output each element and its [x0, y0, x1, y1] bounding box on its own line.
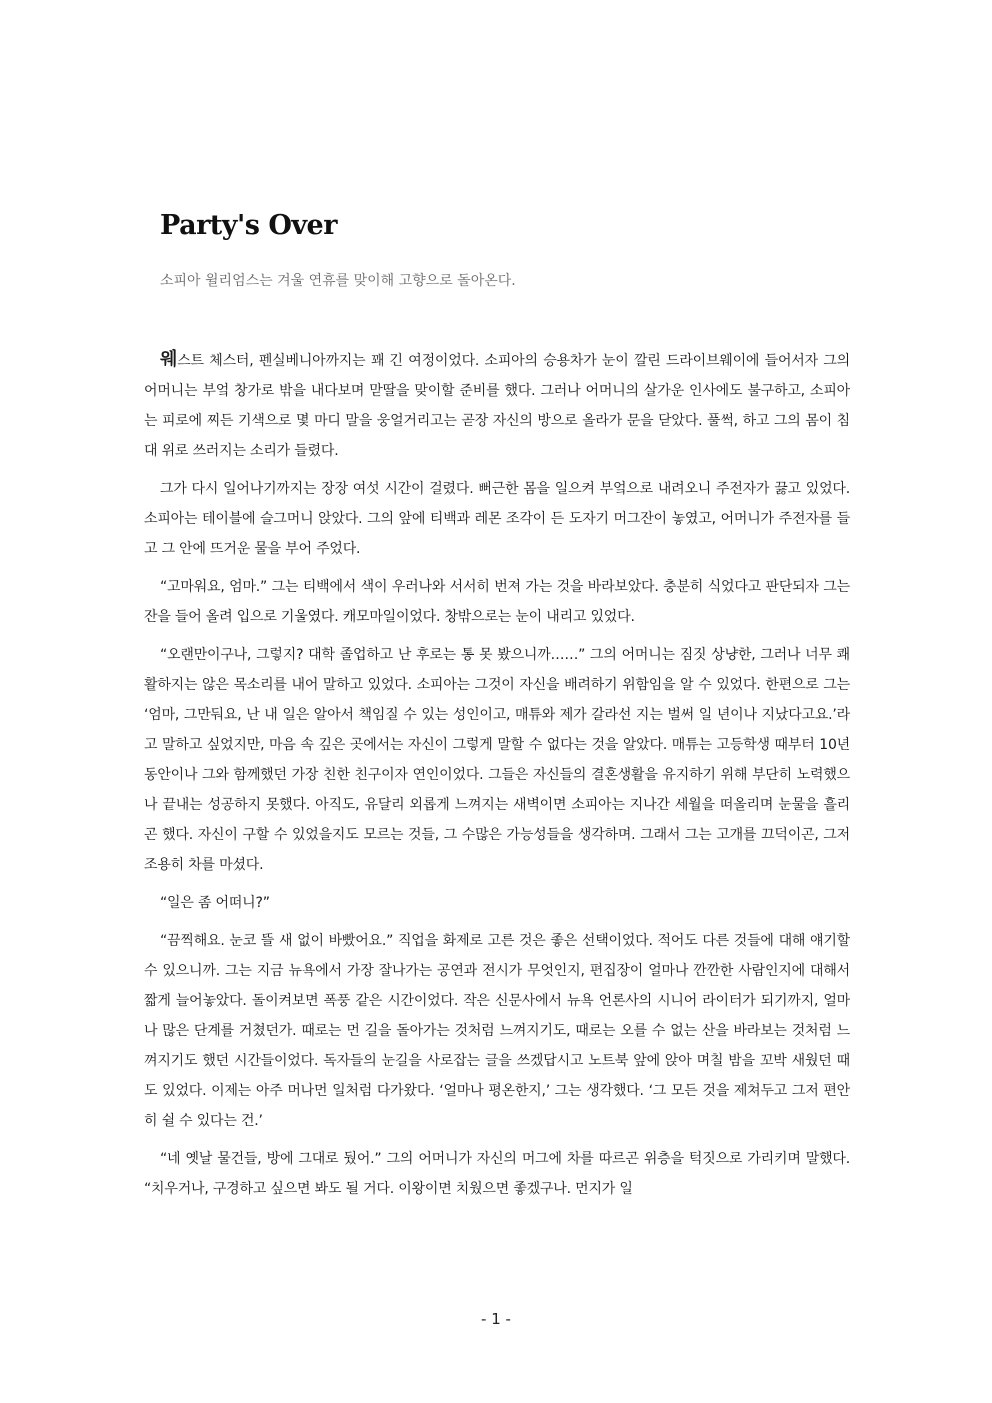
paragraph-5: “일은 좀 어떠니?” [160, 895, 270, 911]
paragraph-1 [144, 345, 850, 466]
body-text [144, 345, 850, 1212]
paragraph-2: 그가 다시 일어나기까지는 장장 여섯 시간이 걸렸다. 뻐근한 몸을 일으켜 부엌으로 내려오니 주전자가 끓고 있었다. 소피아는 테이블에 슬그머니 앉았다. 그의 앞에 티백과 레몬 조각이 든 도자기 머그잔이 놓였고, 어머니가 주전자를 들고 그 안에 뜨거운 물을 부어 주었다. [144, 481, 850, 557]
paragraph-3: “고마워요, 엄마.” 그는 티백에서 색이 우러나와 서서히 번져 가는 것을 바라보았다. 충분히 식었다고 판단되자 그는 잔을 들어 올려 입으로 기울였다. 캐모마일이었다. 창밖으로는 눈이 내리고 있었다. [144, 579, 850, 625]
page-number: - 1 - [481, 1310, 511, 1328]
paragraph-6: “끔찍해요. 눈코 뜰 새 없이 바빴어요.” 직업을 화제로 고른 것은 좋은 선택이었다. 적어도 다른 것들에 대해 얘기할 수 있으니까. 그는 지금 뉴욕에서 가장 잘나가는 공연과 전시가 무엇인지, 편집장이 얼마나 깐깐한 사람인지에 대해서 짧게 늘어놓았다. 돌이켜보면 폭풍 같은 시간이었다. 작은 신문사에서 뉴욕 언론사의 시니어 라이터가 되기까지, 얼마나 많은 단계를 거쳤던가. 때로는 먼 길을 돌아가는 것처럼 느껴지기도, 때로는 오를 수 없는 산을 바라보는 것처럼 느껴지기도 했던 시간들이었다. 독자들의 눈길을 사로잡는 글을 쓰겠답시고 노트북 앞에 앉아 며칠 밤을 꼬박 새웠던 때도 있었다. 이제는 아주 머나먼 일처럼 다가왔다. ‘얼마나 평온한지,’ 그는 생각했다. ‘그 모든 것을 제쳐두고 그저 편안히 쉴 수 있다는 건.’ [144, 933, 850, 1129]
document-subtitle: 소피아 윌리엄스는 겨울 연휴를 맞이해 고향으로 돌아온다. [160, 273, 516, 289]
document-title: Party's Over [160, 210, 337, 241]
paragraph-4: “오랜만이구나, 그렇지? 대학 졸업하고 난 후로는 통 못 봤으니까……” 그의 어머니는 짐짓 상냥한, 그러나 너무 쾌활하지는 않은 목소리를 내어 말하고 있었다. 소피아는 그것이 자신을 배려하기 위함임을 알 수 있었다. 한편으로 그는 ‘엄마, 그만둬요, 난 내 일은 알아서 책임질 수 있는 성인이고, 매튜와 제가 갈라선 지는 벌써 일 년이나 지났다고요.’라고 말하고 싶었지만, 마음 속 깊은 곳에서는 자신이 그렇게 말할 수 없다는 것을 알았다. 매튜는 고등학생 때부터 10년 동안이나 그와 함께했던 가장 친한 친구이자 연인이었다. 그들은 자신들의 결혼생활을 유지하기 위해 부단히 노력했으나 끝내는 성공하지 못했다. 아직도, 유달리 외롭게 느껴지는 새벽이면 소피아는 지나간 세월을 떠올리며 눈물을 흘리곤 했다. 자신이 구할 수 있었을지도 모르는 것들, 그 수많은 가능성들을 생각하며. 그래서 그는 고개를 끄덕이곤, 그저 조용히 차를 마셨다. [144, 647, 850, 873]
lead-character: 웨 [160, 349, 178, 370]
paragraph-7: “네 옛날 물건들, 방에 그대로 뒀어.” 그의 어머니가 자신의 머그에 차를 따르곤 위층을 턱짓으로 가리키며 말했다. “치우거나, 구경하고 싶으면 봐도 될 거다. 이왕이면 치웠으면 좋겠구나. 먼지가 일 [144, 1151, 850, 1197]
paragraph-1-text: 스트 체스터, 펜실베니아까지는 꽤 긴 여정이었다. 소피아의 승용차가 눈이 깔린 드라이브웨이에 들어서자 그의 어머니는 부엌 창가로 밖을 내다보며 맏딸을 맞이할 준비를 했다. 그러나 어머니의 살가운 인사에도 불구하고, 소피아는 피로에 찌든 기색으로 몇 마디 말을 웅얼거리고는 곧장 자신의 방으로 올라가 문을 닫았다. 풀썩, 하고 그의 몸이 침대 위로 쓰러지는 소리가 들렸다. [144, 353, 850, 459]
